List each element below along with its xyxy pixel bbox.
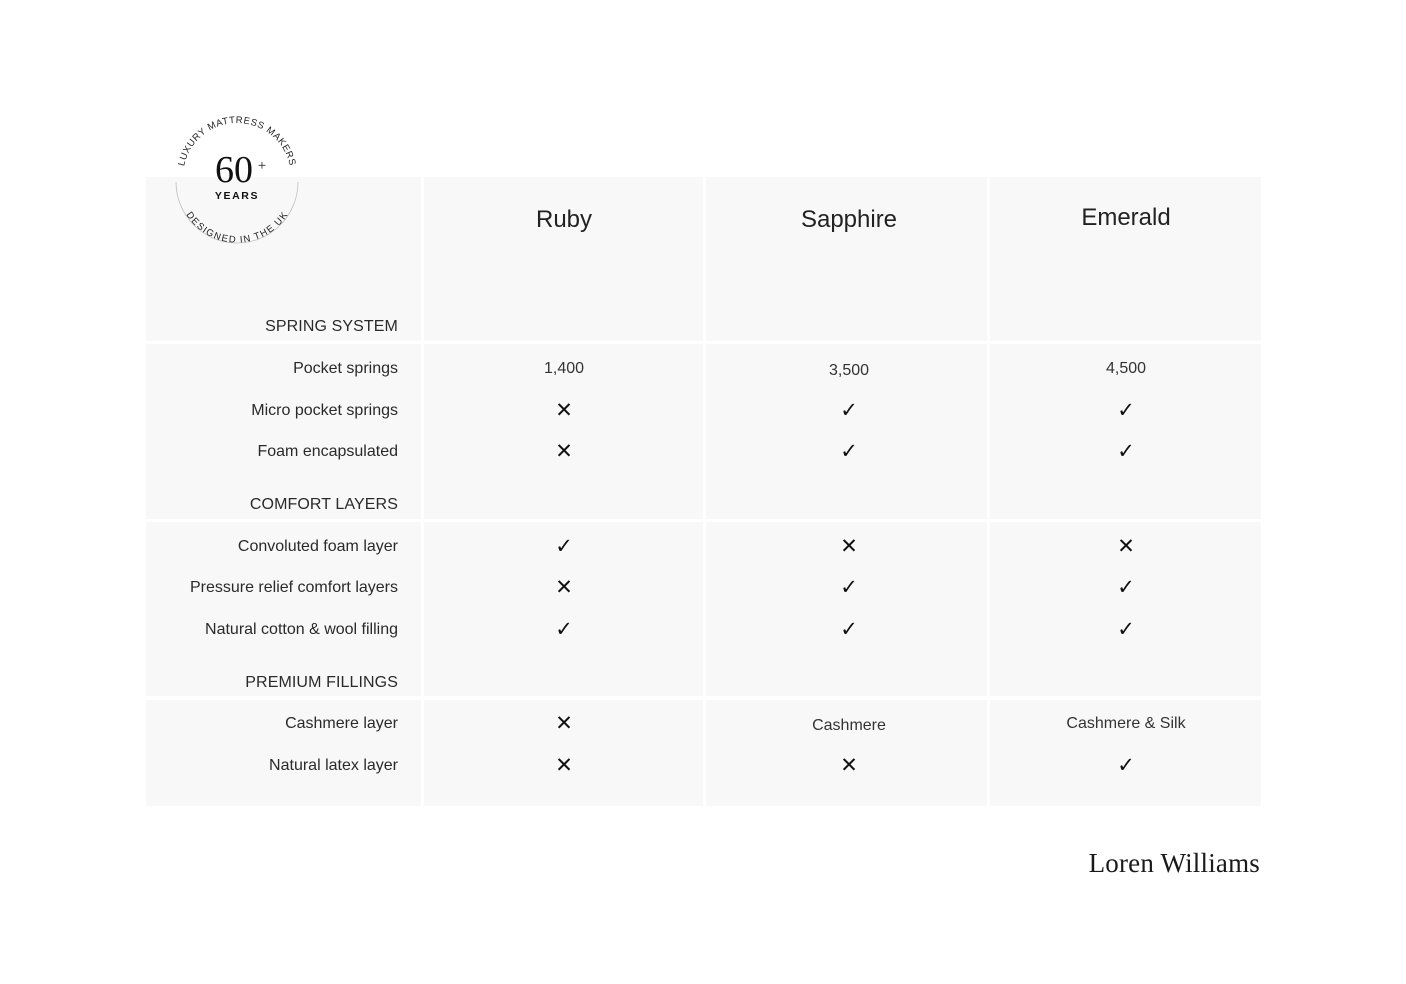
row-label: Cashmere layer [285, 715, 398, 732]
cross-icon: ✕ [555, 711, 573, 735]
badge-unit: YEARS [214, 190, 260, 202]
check-icon: ✓ [840, 398, 858, 422]
cross-icon: ✕ [555, 398, 573, 422]
badge-number: 60 [215, 149, 253, 191]
row-label: Micro pocket springs [251, 402, 398, 419]
brand-wordmark: Loren Williams [1088, 848, 1260, 878]
check-icon: ✓ [555, 617, 573, 641]
cell-value: 3,500 [828, 362, 870, 379]
cross-icon: ✕ [840, 753, 858, 777]
badge-plus: + [257, 158, 267, 174]
table-panel [706, 177, 987, 341]
cross-icon: ✕ [840, 534, 858, 558]
check-icon: ✓ [840, 439, 858, 463]
cell-value: Cashmere [812, 717, 886, 734]
column-title-emerald: Emerald [1081, 204, 1171, 231]
column-title-sapphire: Sapphire [800, 206, 898, 233]
table-panel [424, 177, 703, 341]
row-label: Natural latex layer [269, 757, 398, 774]
check-icon: ✓ [1117, 753, 1135, 777]
table-panel [990, 177, 1261, 341]
check-icon: ✓ [1117, 398, 1135, 422]
row-label: Convoluted foam layer [237, 538, 398, 555]
check-icon: ✓ [840, 575, 858, 599]
check-icon: ✓ [1117, 575, 1135, 599]
cross-icon: ✕ [555, 575, 573, 599]
row-label: Pocket springs [293, 360, 398, 377]
check-icon: ✓ [1117, 439, 1135, 463]
cross-icon: ✕ [555, 439, 573, 463]
badge-bottom-arc: DESIGNED IN THE UK [183, 210, 291, 244]
row-label: Foam encapsulated [257, 443, 398, 460]
section-title: SPRING SYSTEM [265, 318, 398, 335]
cross-icon: ✕ [1117, 534, 1135, 558]
column-title-ruby: Ruby [535, 206, 593, 233]
cell-value: 1,400 [543, 360, 585, 377]
cell-value: 4,500 [1105, 360, 1147, 377]
row-label: Pressure relief comfort layers [189, 579, 398, 596]
check-icon: ✓ [840, 617, 858, 641]
section-title: COMFORT LAYERS [249, 496, 398, 513]
check-icon: ✓ [555, 534, 573, 558]
cross-icon: ✕ [555, 753, 573, 777]
badge-top-arc: LUXURY MATTRESS MAKERS [176, 114, 298, 168]
section-title: PREMIUM FILLINGS [245, 674, 398, 691]
sixty-years-badge [170, 110, 304, 244]
check-icon: ✓ [1117, 617, 1135, 641]
row-label: Natural cotton & wool filling [205, 621, 398, 638]
cell-value: Cashmere & Silk [1066, 715, 1186, 732]
